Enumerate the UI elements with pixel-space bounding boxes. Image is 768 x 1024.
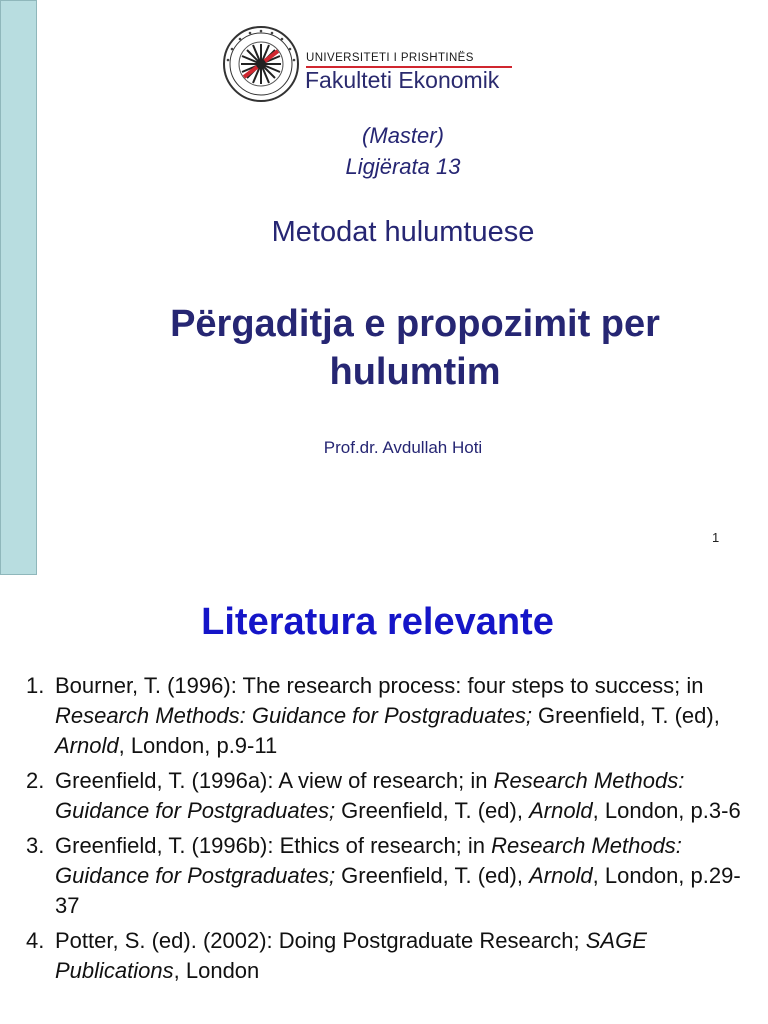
reference-text: Greenfield, T. (1996a): A view of research; in Research Methods: Guidance for Postgraduates; Greenfield, T. (ed), Arnold, London, p.3-6	[55, 768, 741, 823]
reference-item	[26, 831, 756, 921]
lecture-number: Ligjërata 13	[345, 154, 461, 179]
course-subject: Metodat hulumtuese	[271, 216, 535, 248]
page-number: 1	[712, 530, 720, 545]
reference-item	[26, 671, 756, 761]
reference-text: Potter, S. (ed). (2002): Doing Postgraduate Research; SAGE Publications, London	[55, 928, 647, 983]
literature-title: Literatura relevante	[201, 601, 554, 643]
reference-number: 4.	[26, 928, 45, 953]
reference-number: 2.	[26, 768, 45, 793]
university-seal-icon	[222, 25, 300, 103]
program-label: (Master)	[362, 123, 444, 148]
literature-slide	[0, 576, 768, 1024]
author-name: Prof.dr. Avdullah Hoti	[323, 438, 483, 457]
reference-item	[26, 926, 756, 986]
reference-number: 3.	[26, 833, 45, 858]
slide-title-line2: hulumtim	[329, 351, 501, 393]
university-name: UNIVERSITETI I PRISHTINËS	[306, 52, 474, 64]
reference-text: Bourner, T. (1996): The research process: four steps to success; in Research Methods: Guidance for Postgraduates; Greenfield, T. (ed), Arnold, London, p.9-11	[55, 673, 720, 758]
reference-number: 1.	[26, 673, 45, 698]
faculty-logo	[222, 25, 522, 105]
slide-title	[50, 300, 768, 396]
faculty-name: Fakulteti Ekonomik	[305, 67, 500, 93]
reference-list	[26, 671, 756, 991]
slide-title-line1: Përgaditja e propozimit per	[170, 303, 660, 345]
reference-item	[26, 766, 756, 826]
reference-text: Greenfield, T. (1996b): Ethics of research; in Research Methods: Guidance for Postgraduates; Greenfield, T. (ed), Arnold, London, p.29-37	[55, 833, 741, 918]
side-accent-bar	[0, 0, 37, 575]
